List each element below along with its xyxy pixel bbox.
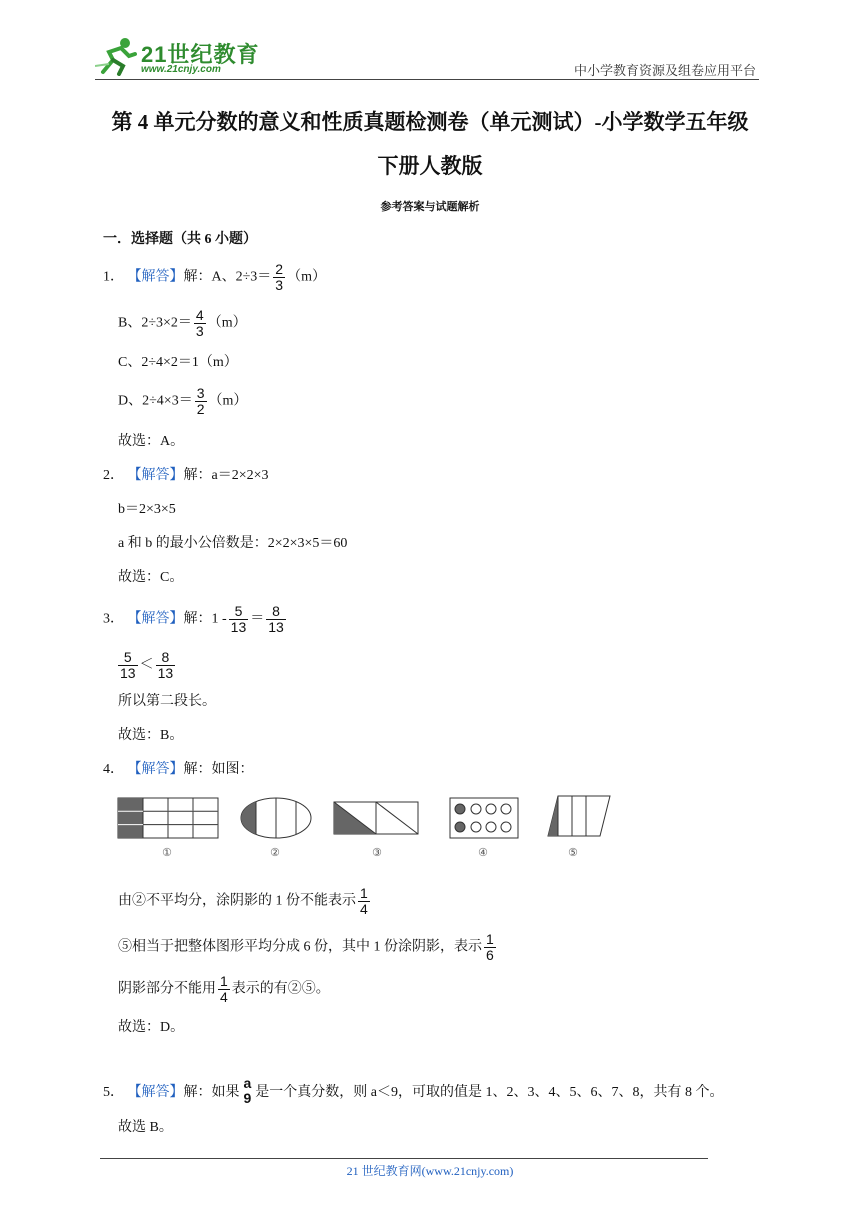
figure-label-3: ③ <box>372 847 382 859</box>
fraction: $\frac{8}{13}$ <box>157 649 174 681</box>
figure-4-circles <box>450 798 518 838</box>
q1-b-pre: B、2÷3×2＝ <box>118 315 192 331</box>
q2-line-3: a 和 b 的最小公倍数是：2×2×3×5＝60 <box>118 536 348 551</box>
figure-label-4: ④ <box>478 847 488 859</box>
logo <box>95 36 265 76</box>
runner-logo-icon <box>95 36 137 76</box>
answer-tag: 【解答】 <box>127 1085 184 1100</box>
q2-num: 2． <box>103 468 124 483</box>
q2-answer: 故选：C。 <box>118 570 184 585</box>
footer-rule <box>100 1158 708 1159</box>
q1-answer: 故选：A。 <box>118 434 185 449</box>
q4-line-2 <box>118 886 372 917</box>
q3-line-1 <box>103 604 288 635</box>
equals: ＝ <box>250 611 265 627</box>
q4-num: 4． <box>103 762 124 777</box>
q4-l1-circled: ② <box>132 893 146 909</box>
fraction: $\frac{1}{6}$ <box>486 931 494 963</box>
fraction: a 9 <box>243 1075 252 1106</box>
q1-d-pre: D、2÷4×3＝ <box>118 393 193 409</box>
q5-answer: 故选 B。 <box>118 1120 173 1135</box>
answer-tag: 【解答】 <box>127 269 184 285</box>
fraction: $\frac{1}{4}$ <box>220 973 228 1005</box>
figure-2-ellipse <box>241 798 311 838</box>
figure-label-2: ② <box>270 847 280 859</box>
q4-line-4 <box>118 974 330 1005</box>
header-platform: 中小学教育资源及组卷应用平台 <box>573 63 756 78</box>
q3-num: 3． <box>103 611 124 627</box>
section-heading: 一．选择题（共 6 小题） <box>103 232 257 247</box>
fraction: $\frac{5}{13}$ <box>230 603 247 635</box>
q3-line-2 <box>116 650 177 681</box>
less-than: ＜ <box>139 657 154 673</box>
figure-label-1: ① <box>162 847 172 859</box>
answer-tag: 【解答】 <box>127 611 184 627</box>
figure-5-parallelogram <box>548 796 610 836</box>
q4-l3-b: 表示的有 <box>231 981 288 997</box>
q1-line-d <box>118 386 247 417</box>
logo-text: 21世纪教育 <box>141 42 260 67</box>
q4-line-1 <box>103 760 254 780</box>
fraction: $\frac{8}{13}$ <box>268 603 284 635</box>
period: 。 <box>315 981 330 997</box>
figure-3-rectangle <box>334 802 418 834</box>
unit: （m） <box>208 393 248 409</box>
fraction: $\frac{2}{3}$ <box>275 261 284 293</box>
q3-answer: 故选：B。 <box>118 728 184 743</box>
page-title <box>0 108 860 136</box>
q4-line-3 <box>118 932 498 963</box>
q4-l3-circled-1: ② <box>287 981 302 997</box>
q5-post: 是一个真分数，则 a＜9，可取的值是 1、2、3、4、5、6、7、8，共有 8 个。 <box>255 1085 724 1100</box>
q1-line-a <box>103 262 326 293</box>
title-line-1: 第 4 单元分数的意义和性质真题检测卷（单元测试）-小学数学五年级 <box>111 110 749 134</box>
q2-l1: 解：a＝2×2×3 <box>183 468 269 483</box>
q3-pre: 解：1 - <box>183 611 227 627</box>
figure-label-5: ⑤ <box>568 847 578 859</box>
q3-line-3: 所以第二段长。 <box>118 694 216 709</box>
footer-text: 21 世纪教育网(www.21cnjy.com) <box>346 1164 514 1178</box>
q4-l1-b: 不平均分，涂阴影的 1 份不能表示 <box>146 893 356 909</box>
subtitle: 参考答案与试题解析 <box>380 201 480 213</box>
fraction: $\frac{4}{3}$ <box>195 307 204 339</box>
q1-num: 1． <box>103 269 124 285</box>
q4-answer: 故选：D。 <box>118 1020 185 1035</box>
logo-url: www.21cnjy.com <box>141 64 221 75</box>
q5-num: 5． <box>103 1085 124 1100</box>
q2-line-2: b＝2×3×5 <box>118 502 176 517</box>
unit: （m） <box>207 315 247 331</box>
q4-l2-circled: ⑤ <box>118 939 132 955</box>
q1-a-pre: 解：A、2÷3＝ <box>183 269 272 285</box>
q2-line-1 <box>103 466 269 486</box>
q4-figures <box>116 790 616 840</box>
q4-pre: 解：如图： <box>183 762 254 777</box>
q5-pre: 解：如果 <box>183 1085 240 1100</box>
fraction: $\frac{5}{13}$ <box>120 649 136 681</box>
q4-l3-circled-2: ⑤ <box>301 981 316 997</box>
q1-line-b <box>118 308 247 339</box>
title-line-2: 下册人教版 <box>377 154 483 178</box>
answer-tag: 【解答】 <box>127 468 184 483</box>
fraction: $\frac{3}{2}$ <box>196 385 205 417</box>
q4-l1-a: 由 <box>118 893 132 909</box>
q4-l2-b: 相当于把整体图形平均分成 6 份，其中 1 份涂阴影，表示 <box>132 939 482 955</box>
fraction: $\frac{1}{4}$ <box>360 885 368 917</box>
figure-1-grid <box>118 798 218 838</box>
q5-line-1 <box>103 1076 724 1106</box>
q4-l3-a: 阴影部分不能用 <box>118 981 216 997</box>
q1-line-c: C、2÷4×2＝1（m） <box>118 355 238 370</box>
unit: （m） <box>287 269 326 285</box>
header-rule <box>95 79 759 80</box>
answer-tag: 【解答】 <box>127 762 184 777</box>
